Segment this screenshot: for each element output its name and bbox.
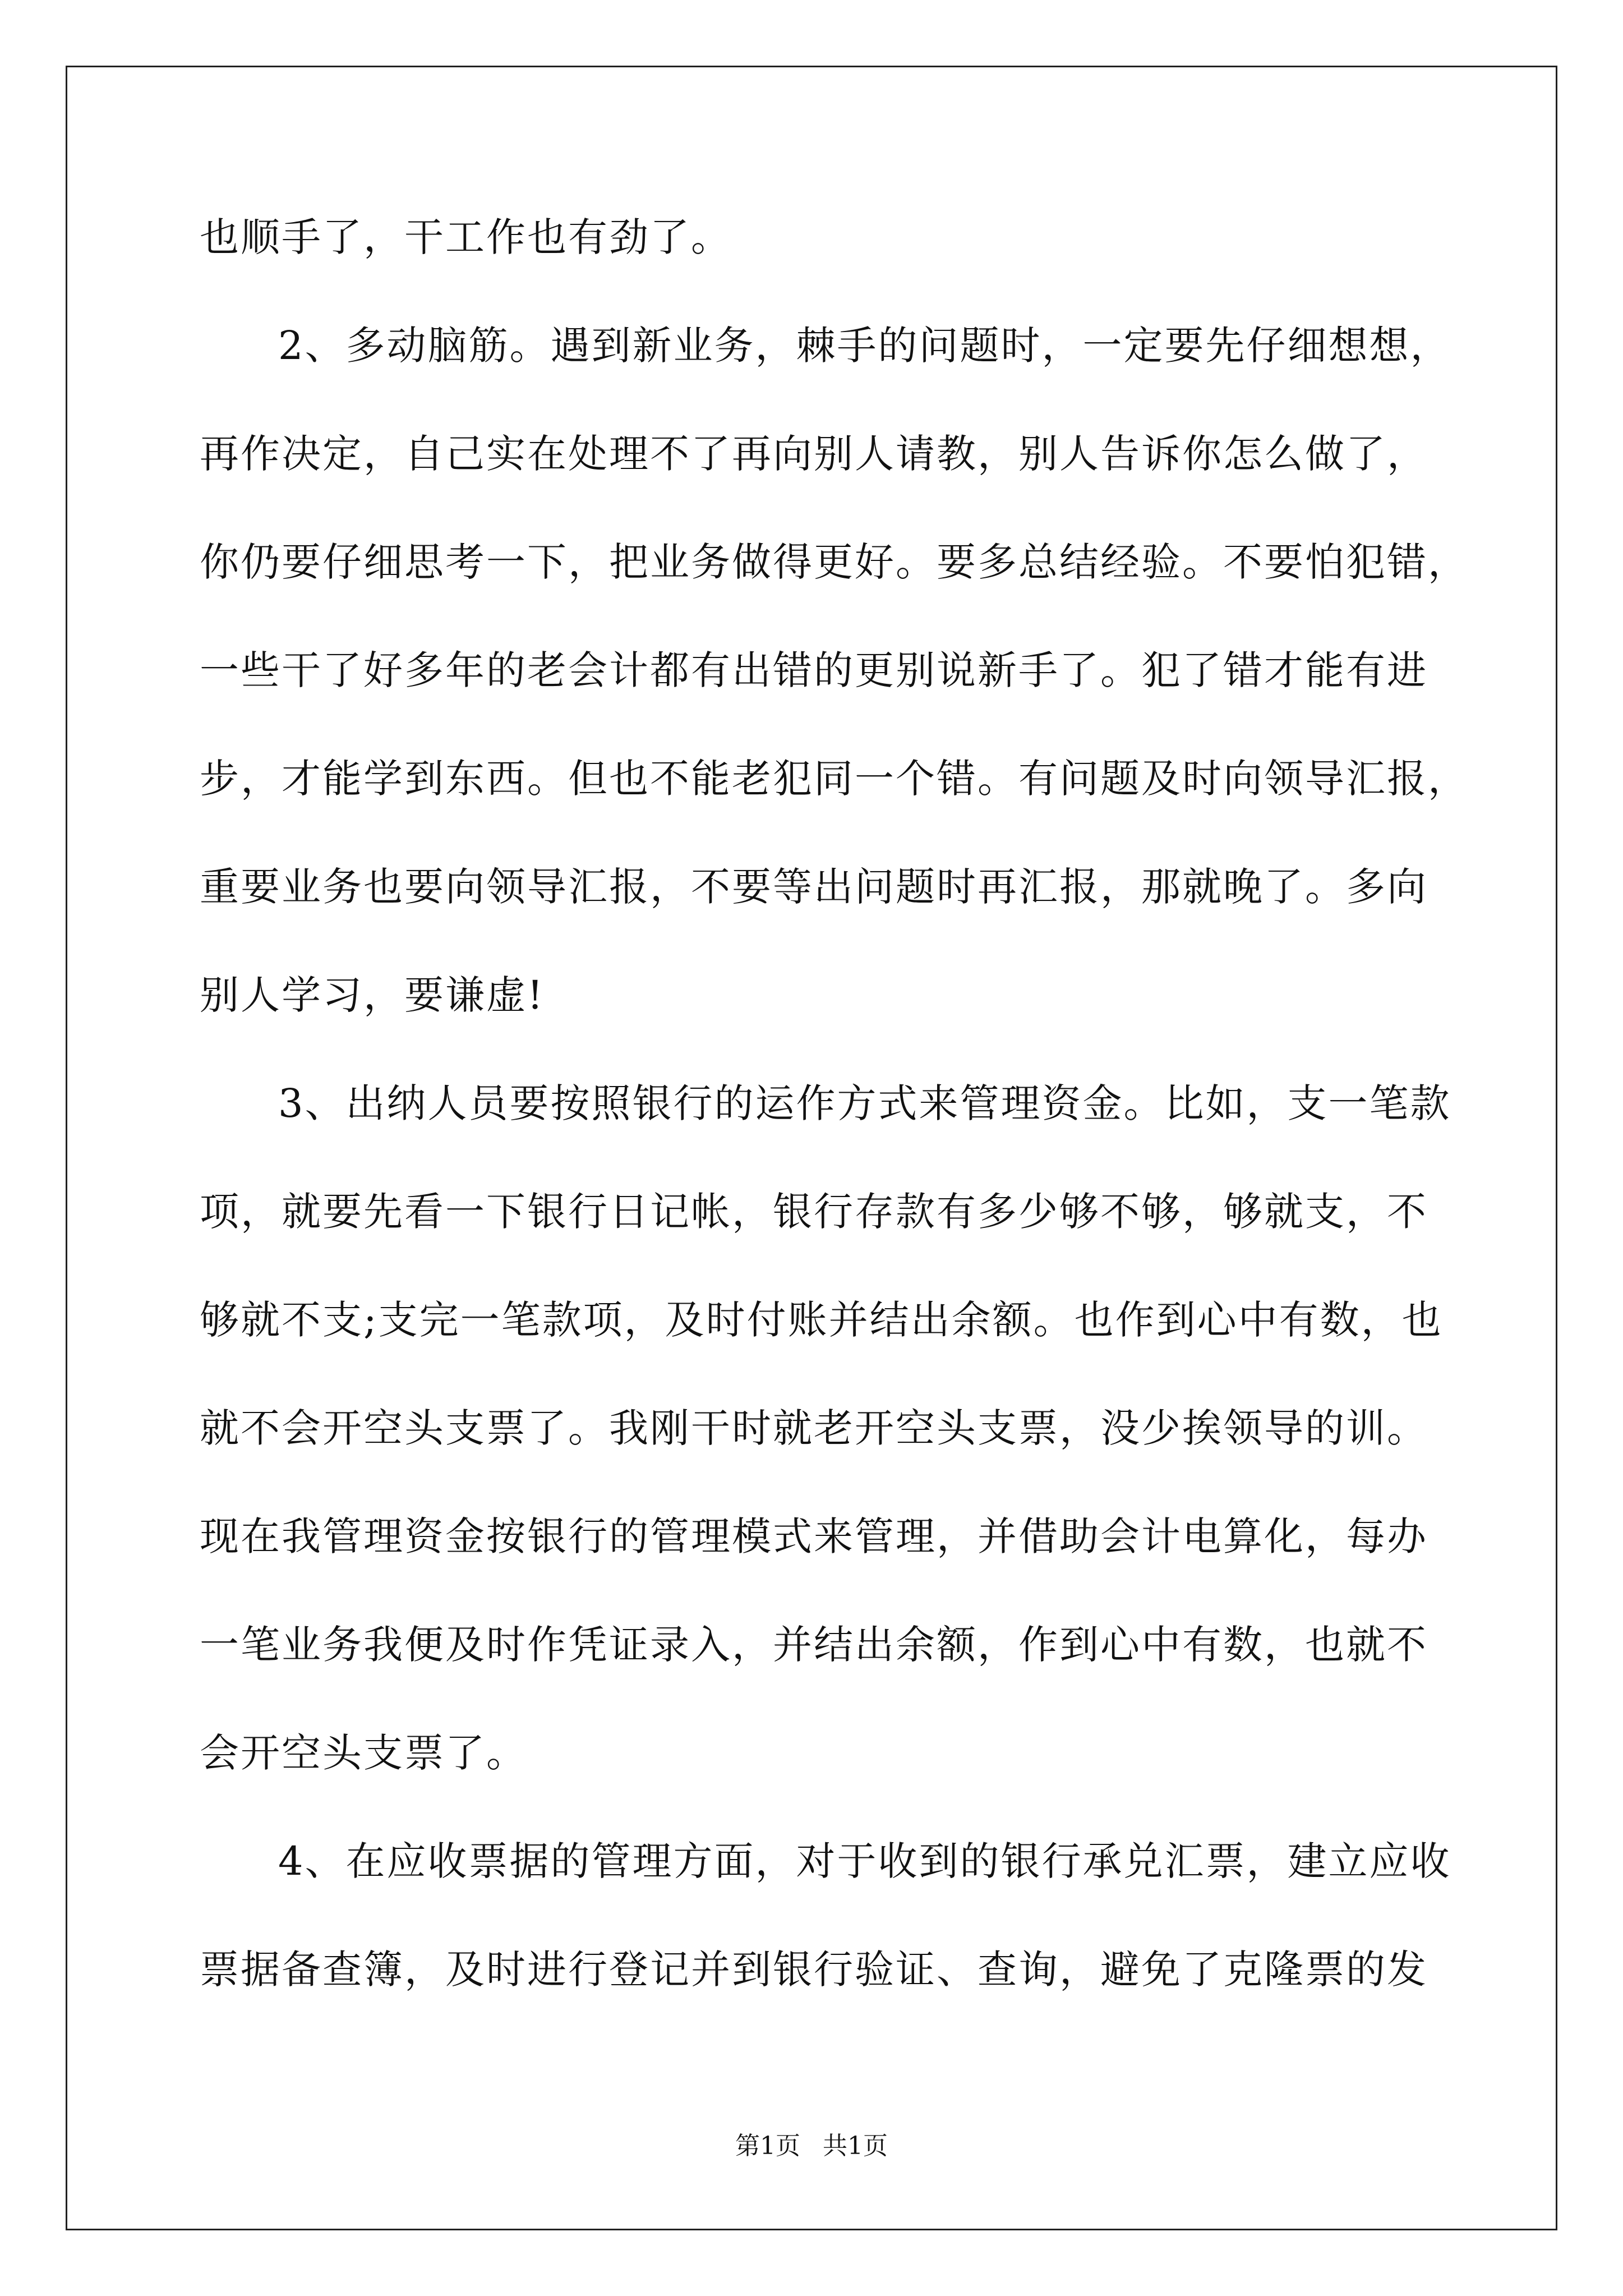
text-line: 你仍要仔细思考一下，把业务做得更好。要多总结经验。不要怕犯错， bbox=[200, 539, 1469, 585]
text-line: 一笔业务我便及时作凭证录入，并结出余额，作到心中有数，也就不 bbox=[200, 1622, 1428, 1668]
text-line: 票据备查簿，及时进行登记并到银行验证、查询，避免了克隆票的发 bbox=[200, 1947, 1428, 1993]
text-line: 会开空头支票了。 bbox=[200, 1730, 527, 1776]
paragraph-start-line: 3、出纳人员要按照银行的运作方式来管理资金。比如，支一笔款 bbox=[278, 1080, 1451, 1126]
text-line: 也顺手了，干工作也有劲了。 bbox=[200, 214, 732, 260]
text-line: 别人学习，要谦虚! bbox=[200, 972, 545, 1018]
paragraph-start-line: 2、多动脑筋。遇到新业务，棘手的问题时，一定要先仔细想想， bbox=[278, 323, 1451, 369]
text-line: 现在我管理资金按银行的管理模式来管理，并借助会计电算化，每办 bbox=[200, 1513, 1428, 1559]
text-line: 就不会开空头支票了。我刚干时就老开空头支票，没少挨领导的训。 bbox=[200, 1405, 1428, 1451]
paragraph-start-line: 4、在应收票据的管理方面，对于收到的银行承兑汇票，建立应收 bbox=[278, 1838, 1451, 1884]
text-line: 再作决定，自己实在处理不了再向别人请教，别人告诉你怎么做了， bbox=[200, 431, 1428, 477]
text-line: 重要业务也要向领导汇报，不要等出问题时再汇报，那就晚了。多向 bbox=[200, 864, 1428, 910]
page-number-current: 第1页 bbox=[735, 2132, 800, 2160]
page-number-total: 共1页 bbox=[823, 2132, 888, 2160]
text-line: 够就不支;支完一笔款项，及时付账并结出余额。也作到心中有数，也 bbox=[200, 1297, 1443, 1343]
text-line: 一些干了好多年的老会计都有出错的更别说新手了。犯了错才能有进 bbox=[200, 647, 1428, 693]
text-line: 项，就要先看一下银行日记帐，银行存款有多少够不够，够就支，不 bbox=[200, 1189, 1428, 1235]
page-footer bbox=[0, 2134, 1623, 2159]
document-body bbox=[200, 214, 1469, 2058]
text-line: 步，才能学到东西。但也不能老犯同一个错。有问题及时向领导汇报， bbox=[200, 756, 1469, 802]
